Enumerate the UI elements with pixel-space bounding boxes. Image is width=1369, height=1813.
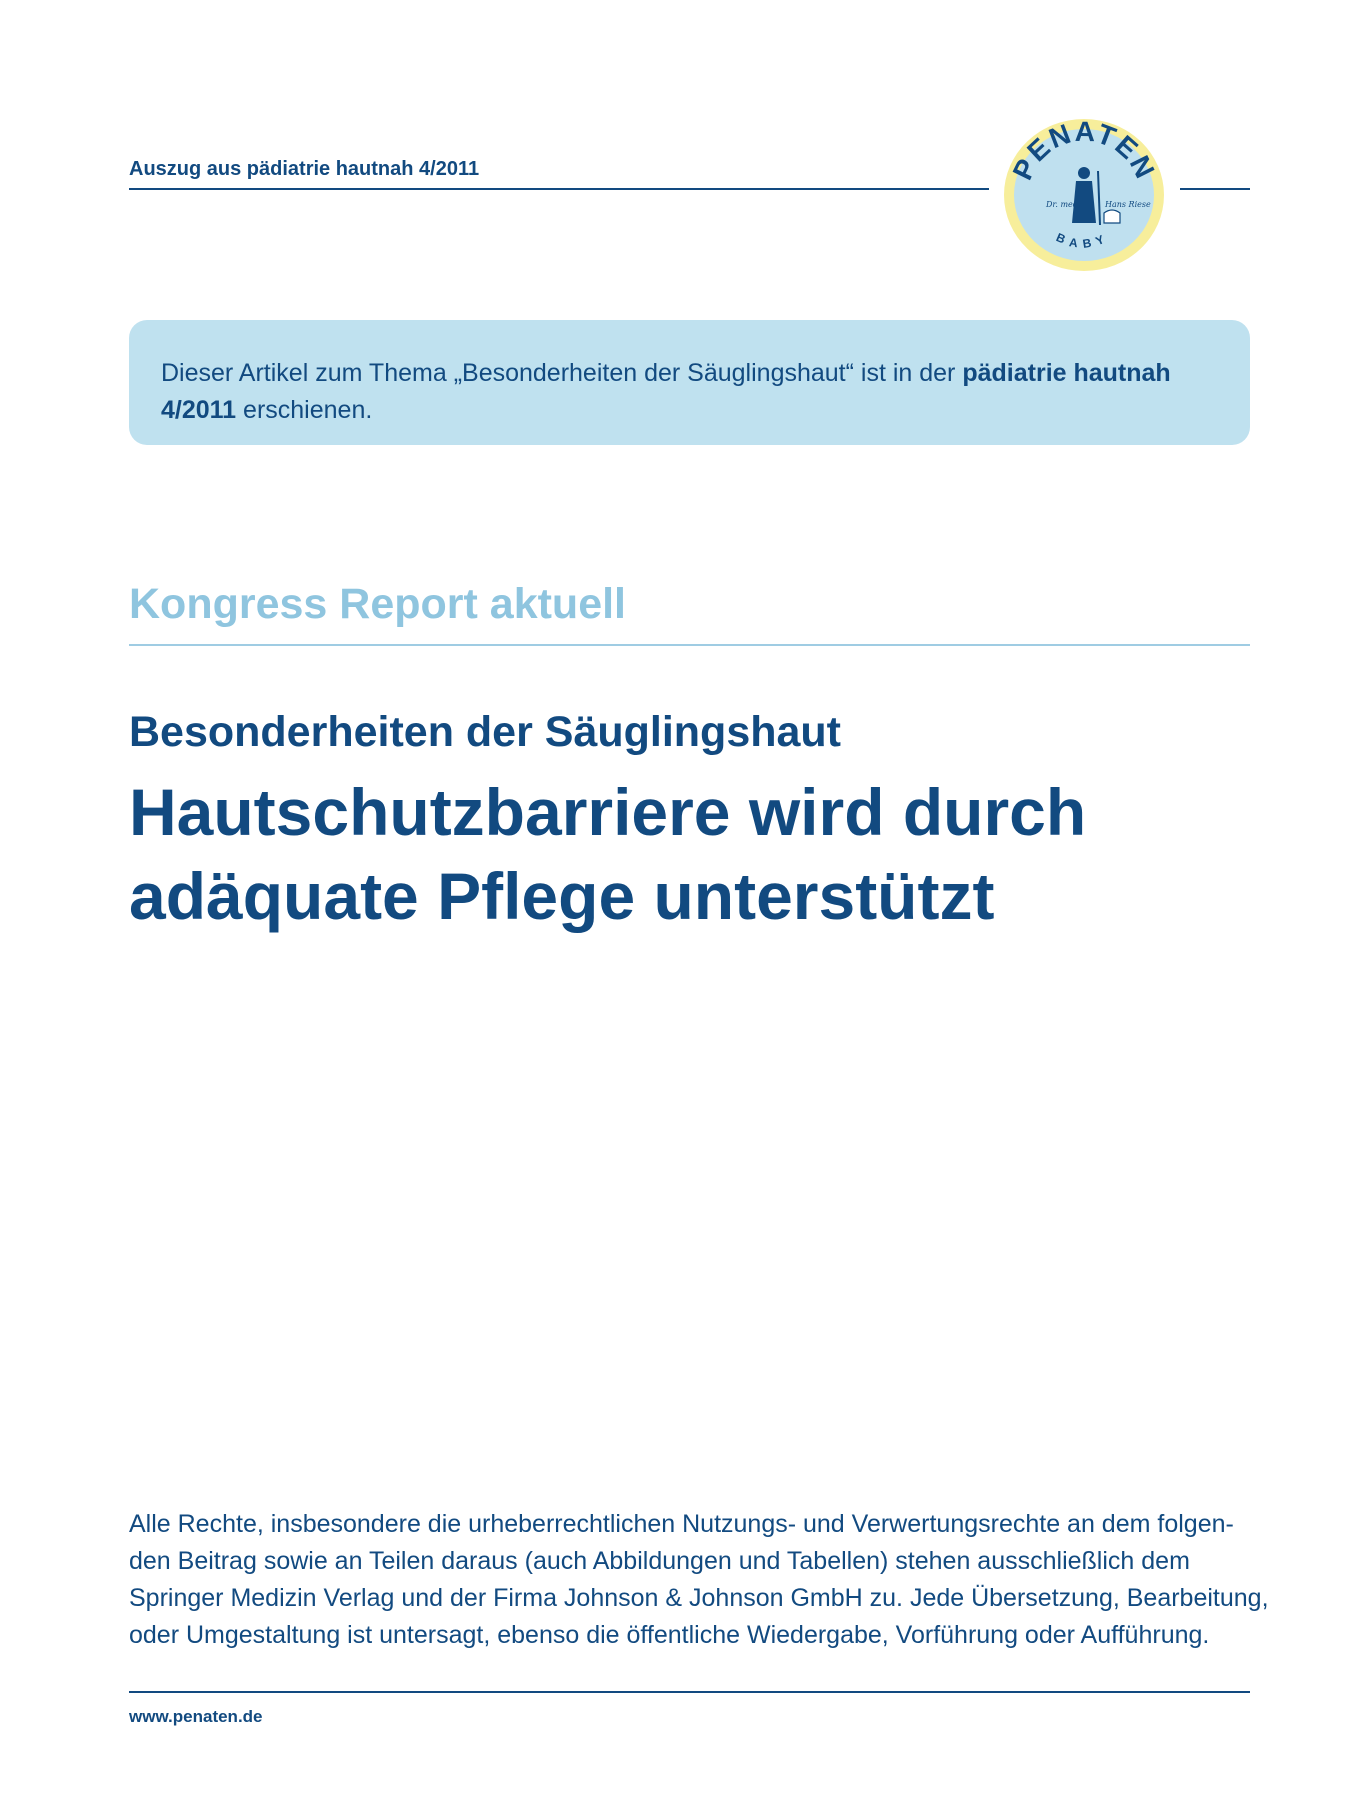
notice-box <box>129 320 1250 445</box>
header-divider-left <box>129 188 989 190</box>
notice-text-end: erschienen. <box>236 396 373 424</box>
logo-sub: BABY <box>1053 229 1112 252</box>
logo-signature-right: Hans Riese <box>1105 200 1151 209</box>
source-line: Auszug aus pädiatrie hautnah 4/2011 <box>129 158 480 180</box>
headline-line-1: Hautschutzbarriere wird durch <box>129 775 1087 849</box>
section-label: Kongress Report aktuell <box>129 580 626 628</box>
article-subtitle: Besonderheiten der Säuglingshaut <box>129 708 841 756</box>
footer-divider <box>129 1691 1250 1693</box>
headline-line-2: adäquate Pflege unterstützt <box>129 859 995 933</box>
rights-line-2: den Beitrag sowie an Teilen daraus (auch Abbildungen und Tabellen) stehen ausschließlich dem <box>129 1547 1190 1575</box>
article-headline <box>129 770 1229 938</box>
penaten-logo <box>1000 115 1165 275</box>
notice-journal: pädiatrie hautnah 4/2011 <box>161 359 1171 424</box>
footer-url-link[interactable]: www.penaten.de <box>129 1707 263 1726</box>
logo-signature-left: Dr. med. <box>1046 200 1081 209</box>
section-divider <box>129 644 1250 646</box>
notice-text: Dieser Artikel zum Thema „Besonderheiten der Säuglingshaut“ ist in der <box>161 359 963 387</box>
rights-line-4: oder Umgestaltung ist untersagt, ebenso die öffentliche Wiedergabe, Vorführung oder Aufführung. <box>129 1621 1210 1649</box>
rights-notice <box>129 1506 1269 1654</box>
rights-line-3: Springer Medizin Verlag und der Firma Johnson & Johnson GmbH zu. Jede Übersetzung, Bearbeitung, <box>129 1584 1269 1612</box>
header-divider-right <box>1180 188 1250 190</box>
rights-line-1: Alle Rechte, insbesondere die urheberrechtlichen Nutzungs- und Verwertungsrechte an dem folgen- <box>129 1510 1234 1538</box>
logo-brand: PENATEN <box>1006 115 1162 185</box>
